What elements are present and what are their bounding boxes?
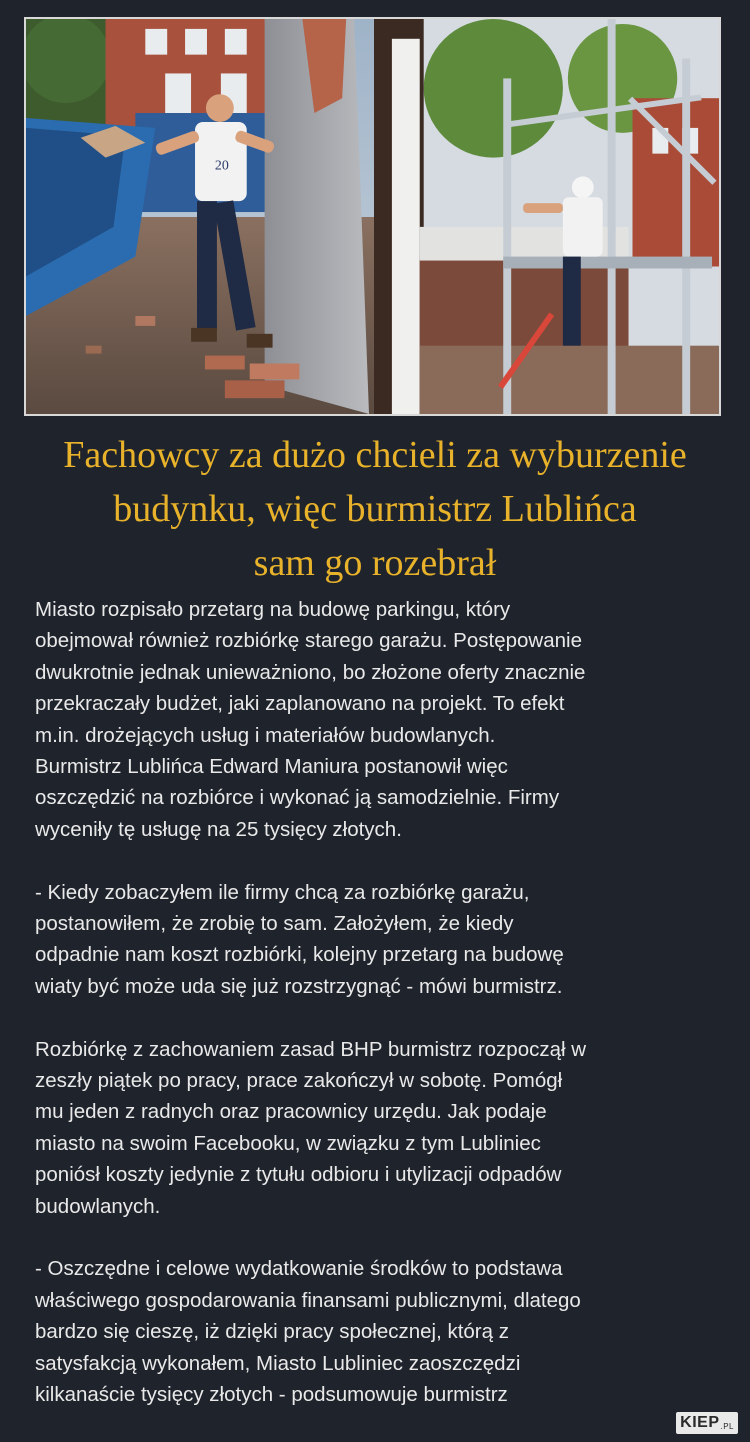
text-line: m.in. drożejących usług i materiałów budowlanych. bbox=[35, 723, 496, 747]
text-line: właściwego gospodarowania finansami publicznymi, dlatego bbox=[35, 1288, 581, 1312]
text-line: Miasto rozpisało przetarg na budowę parkingu, który bbox=[35, 598, 511, 621]
headline-line: budynku, więc burmistrz Lublińca bbox=[113, 488, 637, 530]
watermark-suffix: .PL bbox=[720, 1422, 734, 1431]
text-line: satysfakcją wykonałem, Miasto Lubliniec zaoszczędzi bbox=[35, 1351, 521, 1375]
text-line: dwukrotnie jednak unieważniono, bo złożone oferty znacznie bbox=[35, 660, 586, 684]
text-line: oszczędzić na rozbiórce i wykonać ją samodzielnie. Firmy bbox=[35, 786, 560, 810]
text-line: Burmistrz Lublińca Edward Maniura postanowił więc bbox=[35, 755, 508, 779]
text-line: bardzo się cieszę, iż dzięki pracy społecznej, którą z bbox=[35, 1320, 509, 1344]
text-line: budowlanych. bbox=[35, 1194, 161, 1218]
text-line: - Kiedy zobaczyłem ile firmy chcą za rozbiórkę garażu, bbox=[35, 880, 530, 904]
watermark-main: KIEP bbox=[680, 1414, 720, 1431]
headline-line: Fachowcy za dużo chcieli za wyburzenie bbox=[63, 434, 687, 476]
article-photo bbox=[24, 17, 721, 416]
text-line: przekraczały budżet, jaki zaplanowano na projekt. To efekt bbox=[35, 692, 565, 716]
article-body bbox=[35, 594, 725, 1442]
text-line: zeszły piątek po pracy, prace zakończył w sobotę. Pomógł bbox=[35, 1069, 563, 1093]
text-line: poniósł koszty jedynie z tytułu odbioru i utylizacji odpadów bbox=[35, 1163, 562, 1187]
shirt-number: 20 bbox=[214, 158, 229, 174]
text-line: miasto na swoim Facebooku, w związku z tym Lubliniec bbox=[35, 1131, 541, 1155]
text-line: - Oszczędne i celowe wydatkowanie środków to podstawa bbox=[35, 1257, 563, 1281]
paragraph-details bbox=[35, 1034, 725, 1222]
text-line: odpadnie nam koszt rozbiórki, kolejny przetarg na budowę bbox=[35, 943, 564, 967]
paragraph-quote-1 bbox=[35, 877, 725, 1003]
site-watermark bbox=[676, 1412, 738, 1434]
text-line: wyceniły tę usługę na 25 tysięcy złotych. bbox=[35, 817, 402, 841]
text-line: obejmował również rozbiórkę starego garażu. Postępowanie bbox=[35, 629, 582, 653]
paragraph-intro bbox=[35, 594, 725, 845]
headline bbox=[0, 428, 750, 590]
text-line: postanowiłem, że zrobię to sam. Założyłem, że kiedy bbox=[35, 912, 514, 936]
paragraph-quote-2 bbox=[35, 1253, 725, 1410]
text-line: wiaty być może uda się już rozstrzygnąć - mówi burmistrz. bbox=[35, 974, 563, 998]
demolition-photo bbox=[26, 19, 719, 414]
text-line: Rozbiórkę z zachowaniem zasad BHP burmistrz rozpoczął w bbox=[35, 1037, 587, 1061]
text-line: mu jeden z radnych oraz pracownicy urzędu. Jak podaje bbox=[35, 1100, 547, 1124]
headline-line: sam go rozebrał bbox=[253, 542, 497, 584]
text-line: kilkanaście tysięcy złotych - podsumowuje burmistrz bbox=[35, 1383, 508, 1407]
